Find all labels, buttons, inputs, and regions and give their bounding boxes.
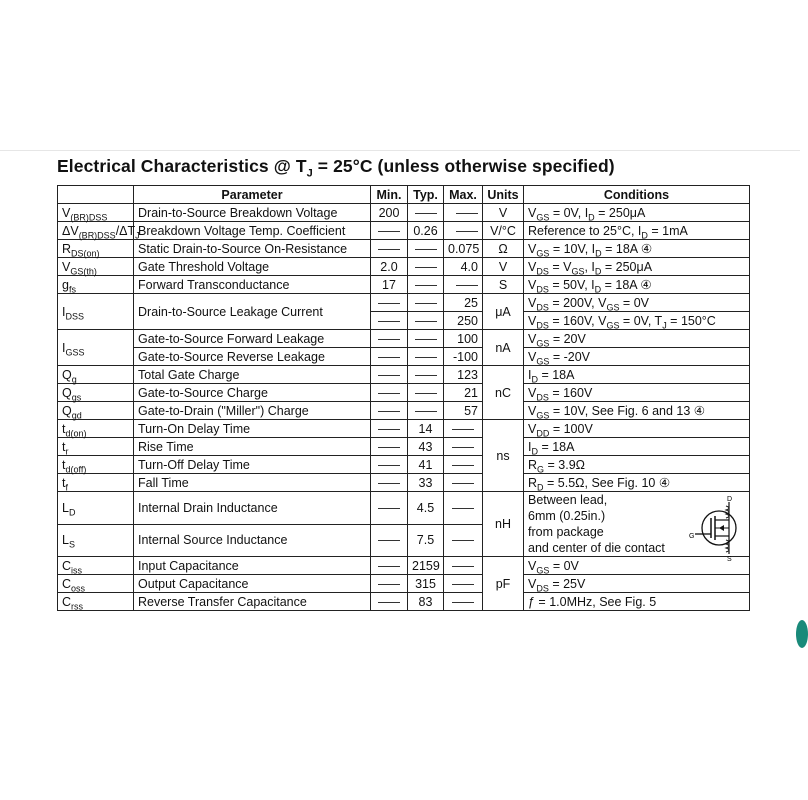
- parameter-cell: Turn-On Delay Time: [134, 420, 371, 438]
- table-row: [58, 593, 750, 611]
- conditions-cell: $V_{GS} = 20V$: [524, 330, 750, 348]
- dash-mark: [452, 566, 474, 567]
- table-row: [58, 384, 750, 402]
- conditions-cell: $V_{DS} = 160V$: [524, 384, 750, 402]
- parameter-cell: Turn-Off Delay Time: [134, 456, 371, 474]
- symbol-cell: $C_{oss}$: [58, 575, 134, 593]
- conditions-cell: ƒ = 1.0MHz, See Fig. 5: [524, 593, 750, 611]
- condition-line: from package: [528, 525, 604, 539]
- max-cell: [444, 474, 483, 492]
- min-cell: 17: [371, 276, 408, 294]
- dash-mark: [452, 429, 474, 430]
- conditions-cell: $I_D = 18A$: [524, 438, 750, 456]
- table-row: [58, 402, 750, 420]
- units-cell: nA: [483, 330, 524, 366]
- parameter-cell: Gate-to-Source Forward Leakage: [134, 330, 371, 348]
- dash-mark: [378, 602, 400, 603]
- dash-mark: [378, 566, 400, 567]
- typ-cell: 43: [408, 438, 444, 456]
- conditions-cell: $V_{GS} = 0V$, $I_D = 250\mu A$: [524, 204, 750, 222]
- parameter-cell: Forward Transconductance: [134, 276, 371, 294]
- symbol-cell: $t_{d(on)}$: [58, 420, 134, 438]
- units-cell: nH: [483, 492, 524, 557]
- dash-mark: [378, 375, 400, 376]
- min-cell: [371, 593, 408, 611]
- parameter-cell: Gate-to-Drain ("Miller") Charge: [134, 402, 371, 420]
- top-divider: [0, 150, 800, 151]
- symbol-cell: $I_{GSS}$: [58, 330, 134, 366]
- typ-cell: [408, 258, 444, 276]
- header-max: Max.: [444, 186, 483, 204]
- conditions-cell: $V_{GS} = 10V$, See Fig. 6 and 13 ④: [524, 402, 750, 420]
- min-cell: [371, 366, 408, 384]
- min-cell: [371, 240, 408, 258]
- symbol-cell: $C_{iss}$: [58, 557, 134, 575]
- drain-label: D: [727, 496, 733, 503]
- dash-mark: [378, 411, 400, 412]
- dash-mark: [452, 508, 474, 509]
- dash-mark: [378, 357, 400, 358]
- max-cell: [444, 492, 483, 525]
- max-cell: 0.075: [444, 240, 483, 258]
- dash-mark: [456, 231, 478, 232]
- max-cell: 25: [444, 294, 483, 312]
- typ-cell: [408, 402, 444, 420]
- dash-mark: [452, 447, 474, 448]
- min-cell: 200: [371, 204, 408, 222]
- dash-mark: [452, 465, 474, 466]
- symbol-cell: $R_{DS(on)}$: [58, 240, 134, 258]
- dash-mark: [378, 231, 400, 232]
- units-cell: pF: [483, 557, 524, 611]
- symbol-cell: $C_{rss}$: [58, 593, 134, 611]
- min-cell: [371, 474, 408, 492]
- conditions-cell: $V_{DS} = 160V$, $V_{GS} = 0V$, $T_J = 150^\circ C$: [524, 312, 750, 330]
- dash-mark: [378, 508, 400, 509]
- table-row: [58, 492, 750, 525]
- parameter-cell: Gate-to-Source Charge: [134, 384, 371, 402]
- dash-mark: [378, 249, 400, 250]
- max-cell: [444, 593, 483, 611]
- symbol-cell: $t_f$: [58, 474, 134, 492]
- conditions-cell: $R_D = 5.5\Omega$, See Fig. 10 ④: [524, 474, 750, 492]
- dash-mark: [415, 285, 437, 286]
- condition-line: and center of die contact: [528, 541, 665, 555]
- max-cell: 57: [444, 402, 483, 420]
- units-cell: nC: [483, 366, 524, 420]
- conditions-cell: $R_G = 3.9\Omega$: [524, 456, 750, 474]
- dash-mark: [415, 375, 437, 376]
- inductance-conditions-cell: [524, 492, 750, 563]
- dash-mark: [456, 213, 478, 214]
- min-cell: [371, 420, 408, 438]
- dash-mark: [452, 602, 474, 603]
- conditions-cell: $V_{DS} = V_{GS}$, $I_D = 250\mu A$: [524, 258, 750, 276]
- table-row: [58, 348, 750, 366]
- section-title: Electrical Characteristics @ $T_J = 25^\circ C$ (unless otherwise specified): [57, 156, 615, 180]
- symbol-cell: $t_r$: [58, 438, 134, 456]
- min-cell: [371, 402, 408, 420]
- conditions-cell: $V_{DS} = 50V$, $I_D = 18A$ ④: [524, 276, 750, 294]
- mosfet-symbol-icon: [689, 494, 745, 562]
- max-cell: [444, 204, 483, 222]
- dash-mark: [378, 393, 400, 394]
- symbol-cell: $L_D$: [58, 492, 134, 525]
- symbol-cell: $V_{(BR)DSS}$: [58, 204, 134, 222]
- dash-mark: [415, 213, 437, 214]
- max-cell: 123: [444, 366, 483, 384]
- condition-line: 6mm (0.25in.): [528, 509, 606, 523]
- header-units: Units: [483, 186, 524, 204]
- max-cell: [444, 222, 483, 240]
- typ-cell: 2159: [408, 557, 444, 575]
- parameter-cell: Gate Threshold Voltage: [134, 258, 371, 276]
- dash-mark: [452, 584, 474, 585]
- typ-cell: 7.5: [408, 524, 444, 557]
- max-cell: [444, 420, 483, 438]
- dash-mark: [456, 285, 478, 286]
- max-cell: [444, 438, 483, 456]
- typ-cell: [408, 384, 444, 402]
- min-cell: [371, 330, 408, 348]
- parameter-cell: Drain-to-Source Breakdown Voltage: [134, 204, 371, 222]
- header-parameter: Parameter: [134, 186, 371, 204]
- min-cell: [371, 348, 408, 366]
- min-cell: [371, 456, 408, 474]
- dash-mark: [378, 447, 400, 448]
- table-row: [58, 240, 750, 258]
- table-row: [58, 420, 750, 438]
- dash-mark: [415, 393, 437, 394]
- units-cell: V/°C: [483, 222, 524, 240]
- max-cell: [444, 456, 483, 474]
- table-row: [58, 456, 750, 474]
- dash-mark: [415, 411, 437, 412]
- max-cell: 250: [444, 312, 483, 330]
- table-row: [58, 557, 750, 575]
- symbol-cell: $Q_g$: [58, 366, 134, 384]
- dash-mark: [378, 465, 400, 466]
- table-row: [58, 222, 750, 240]
- dash-mark: [378, 584, 400, 585]
- min-cell: [371, 524, 408, 557]
- table-row: [58, 366, 750, 384]
- typ-cell: 33: [408, 474, 444, 492]
- min-cell: [371, 492, 408, 525]
- typ-cell: [408, 366, 444, 384]
- max-cell: [444, 575, 483, 593]
- max-cell: 100: [444, 330, 483, 348]
- dash-mark: [378, 303, 400, 304]
- units-cell: ns: [483, 420, 524, 492]
- units-cell: V: [483, 258, 524, 276]
- typ-cell: [408, 330, 444, 348]
- conditions-cell: $V_{GS} = 0V$: [524, 557, 750, 575]
- parameter-cell: Input Capacitance: [134, 557, 371, 575]
- typ-cell: 41: [408, 456, 444, 474]
- symbol-cell: $L_S$: [58, 524, 134, 557]
- max-cell: [444, 524, 483, 557]
- parameter-cell: Rise Time: [134, 438, 371, 456]
- conditions-cell: $I_D = 18A$: [524, 366, 750, 384]
- symbol-cell: $I_{DSS}$: [58, 294, 134, 330]
- min-cell: [371, 557, 408, 575]
- units-cell: V: [483, 204, 524, 222]
- typ-cell: [408, 204, 444, 222]
- typ-cell: [408, 348, 444, 366]
- dash-mark: [378, 321, 400, 322]
- typ-cell: 0.26: [408, 222, 444, 240]
- typ-cell: 83: [408, 593, 444, 611]
- max-cell: 4.0: [444, 258, 483, 276]
- min-cell: [371, 384, 408, 402]
- max-cell: 21: [444, 384, 483, 402]
- dash-mark: [415, 249, 437, 250]
- max-cell: [444, 557, 483, 575]
- table-row: [58, 474, 750, 492]
- scroll-edge-marker: [796, 620, 808, 648]
- gate-label: G: [689, 533, 695, 540]
- symbol-cell: $Q_{gd}$: [58, 402, 134, 420]
- conditions-cell: $V_{DD} = 100V$: [524, 420, 750, 438]
- conditions-cell: $V_{GS} = -20V$: [524, 348, 750, 366]
- parameter-cell: Reverse Transfer Capacitance: [134, 593, 371, 611]
- electrical-characteristics-table: [57, 185, 750, 611]
- table-row: [58, 276, 750, 294]
- min-cell: [371, 294, 408, 312]
- dash-mark: [378, 540, 400, 541]
- dash-mark: [452, 540, 474, 541]
- table-row: [58, 438, 750, 456]
- parameter-cell: Output Capacitance: [134, 575, 371, 593]
- units-cell: Ω: [483, 240, 524, 258]
- table-row: [58, 575, 750, 593]
- table-row: [58, 294, 750, 312]
- min-cell: 2.0: [371, 258, 408, 276]
- typ-cell: [408, 276, 444, 294]
- max-cell: -100: [444, 348, 483, 366]
- symbol-cell: $t_{d(off)}$: [58, 456, 134, 474]
- min-cell: [371, 438, 408, 456]
- parameter-cell: Gate-to-Source Reverse Leakage: [134, 348, 371, 366]
- conditions-cell: $V_{DS} = 200V$, $V_{GS} = 0V$: [524, 294, 750, 312]
- parameter-cell: Breakdown Voltage Temp. Coefficient: [134, 222, 371, 240]
- symbol-cell: $V_{GS(th)}$: [58, 258, 134, 276]
- dash-mark: [415, 321, 437, 322]
- table-row: [58, 330, 750, 348]
- conditions-cell: $V_{DS} = 25V$: [524, 575, 750, 593]
- conditions-cell: Reference to 25°C, $I_D = 1mA$: [524, 222, 750, 240]
- typ-cell: 315: [408, 575, 444, 593]
- parameter-cell: Static Drain-to-Source On-Resistance: [134, 240, 371, 258]
- typ-cell: [408, 240, 444, 258]
- symbol-cell: $g_{fs}$: [58, 276, 134, 294]
- header-typ: Typ.: [408, 186, 444, 204]
- min-cell: [371, 222, 408, 240]
- source-label: S: [727, 556, 732, 563]
- dash-mark: [415, 267, 437, 268]
- dash-mark: [415, 339, 437, 340]
- dash-mark: [415, 357, 437, 358]
- units-cell: S: [483, 276, 524, 294]
- conditions-cell: $V_{GS} = 10V$, $I_D = 18A$ ④: [524, 240, 750, 258]
- condition-line: Between lead,: [528, 493, 608, 507]
- table-row: [58, 258, 750, 276]
- parameter-cell: Drain-to-Source Leakage Current: [134, 294, 371, 330]
- header-symbol: [58, 186, 134, 204]
- header-min: Min.: [371, 186, 408, 204]
- typ-cell: [408, 294, 444, 312]
- parameter-cell: Fall Time: [134, 474, 371, 492]
- min-cell: [371, 575, 408, 593]
- units-cell: μA: [483, 294, 524, 330]
- dash-mark: [378, 483, 400, 484]
- parameter-cell: Total Gate Charge: [134, 366, 371, 384]
- dash-mark: [378, 429, 400, 430]
- dash-mark: [378, 339, 400, 340]
- table-row: [58, 204, 750, 222]
- symbol-cell: $\Delta V_{(BR)DSS}/\Delta T_J$: [58, 222, 134, 240]
- parameter-cell: Internal Source Inductance: [134, 524, 371, 557]
- dash-mark: [452, 483, 474, 484]
- symbol-cell: $Q_{gs}$: [58, 384, 134, 402]
- header-conditions: Conditions: [524, 186, 750, 204]
- max-cell: [444, 276, 483, 294]
- header-row: [58, 186, 750, 204]
- min-cell: [371, 312, 408, 330]
- dash-mark: [415, 303, 437, 304]
- typ-cell: 14: [408, 420, 444, 438]
- parameter-cell: Internal Drain Inductance: [134, 492, 371, 525]
- typ-cell: [408, 312, 444, 330]
- typ-cell: 4.5: [408, 492, 444, 525]
